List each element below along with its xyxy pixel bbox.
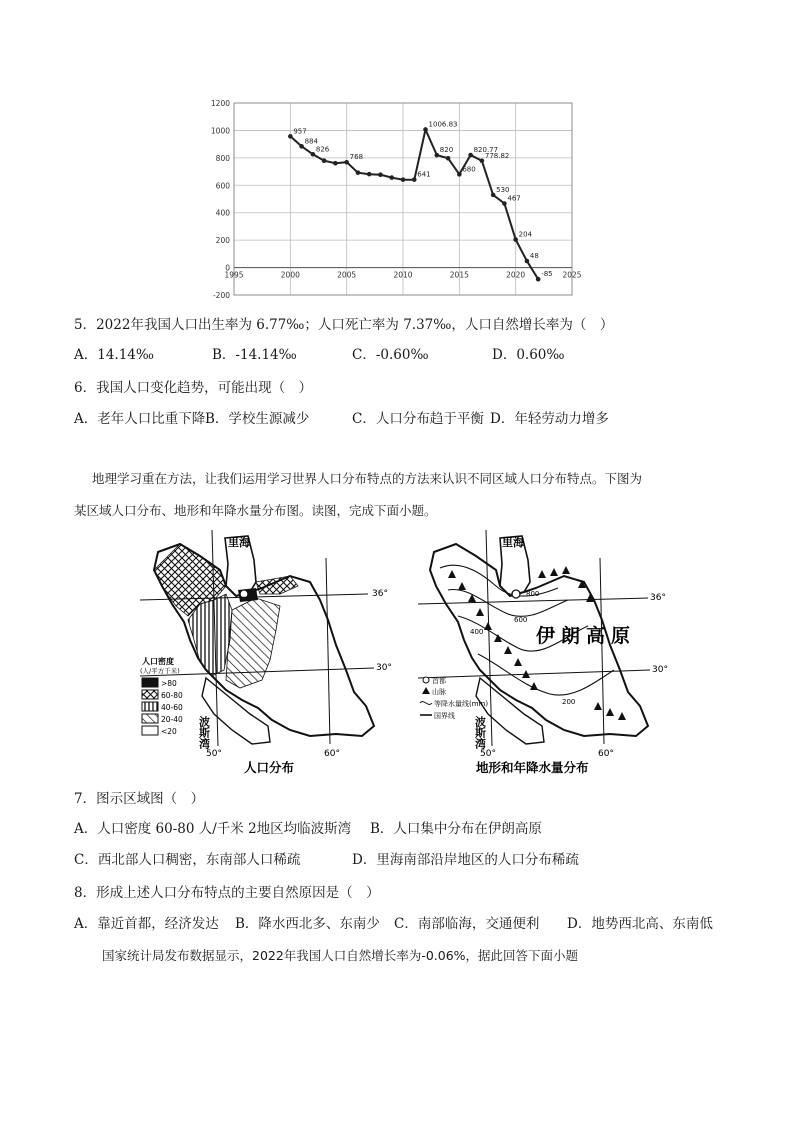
data-point	[322, 158, 327, 163]
data-label: 530	[496, 185, 510, 194]
map1-lat30: 30°	[376, 663, 392, 673]
map1-lon60: 60°	[324, 749, 340, 759]
data-point	[389, 175, 394, 180]
map2-legend-isohyet: 等降水量线(mm)	[434, 700, 489, 708]
map2-legend-border: 国界线	[434, 712, 455, 720]
question-8-option-a[interactable]: A．靠近首都，经济发达	[74, 916, 219, 932]
map2-sea-label: 里海	[502, 536, 524, 549]
data-point	[491, 193, 496, 198]
y-tick-label: 200	[215, 236, 230, 246]
population-line-chart	[200, 95, 590, 310]
data-label: 820.77	[473, 146, 499, 155]
data-label: 884	[304, 137, 318, 146]
data-point	[356, 170, 361, 175]
terrain-precipitation-map	[418, 530, 674, 778]
data-point	[513, 237, 518, 242]
map1-legend-2: 60-80	[161, 691, 183, 700]
iso-800: 800	[526, 590, 540, 598]
plateau-label: 伊朗高原	[536, 625, 637, 647]
map2-lat36: 36°	[650, 593, 666, 603]
data-point	[367, 172, 372, 177]
x-tick-label: 1995	[224, 270, 244, 280]
data-point	[401, 177, 406, 182]
data-point	[525, 259, 530, 264]
data-point	[536, 277, 541, 282]
intro-line-1: 地理学习重在方法，让我们运用学习世界人口分布特点的方法来认识不同区域人口分布特点。下图为	[92, 471, 643, 486]
map1-lon50: 50°	[206, 749, 222, 759]
data-label: 957	[293, 127, 307, 136]
iso-200: 200	[562, 698, 576, 706]
question-5-option-b[interactable]: B．-14.14‰	[212, 347, 297, 363]
data-label: 204	[518, 230, 533, 239]
y-tick-label: 600	[215, 181, 230, 191]
x-tick-label: 2015	[449, 270, 469, 280]
question-5-option-c[interactable]: C．-0.60‰	[352, 347, 429, 363]
question-7-option-b[interactable]: B．人口集中分布在伊朗高原	[370, 821, 542, 837]
x-tick-label: 2020	[506, 270, 526, 280]
map1-legend-3: 40-60	[161, 703, 183, 712]
map1-legend-5: <20	[161, 727, 177, 736]
question-8-option-b[interactable]: B．降水西北多、东南少	[235, 916, 380, 932]
data-point	[344, 160, 349, 165]
map1-title: 人口分布	[244, 760, 295, 775]
question-6-option-b[interactable]: B．学校生源减少	[205, 411, 310, 427]
map1-legend	[140, 656, 183, 736]
question-6-stem: 6．我国人口变化趋势，可能出现（ ）	[74, 380, 313, 396]
data-point	[502, 201, 507, 206]
data-label: 48	[529, 251, 539, 260]
chart-gridlines	[234, 103, 572, 295]
x-tick-label: 2025	[562, 270, 582, 280]
data-point	[435, 153, 440, 158]
map2-lon60: 60°	[598, 749, 614, 759]
question-6-option-d[interactable]: D．年轻劳动力增多	[490, 411, 609, 427]
population-distribution-map	[140, 530, 402, 778]
data-label: 778.82	[484, 151, 510, 160]
y-tick-label: 0	[225, 263, 230, 273]
intro-line-2: 某区域人口分布、地形和年降水量分布图。读图，完成下面小题。	[74, 503, 437, 518]
question-5-stem: 5．2022年我国人口出生率为 6.77‰；人口死亡率为 7.37‰，人口自然增长率为（ ）	[74, 317, 614, 333]
question-7-option-c[interactable]: C．西北部人口稠密，东南部人口稀疏	[74, 852, 301, 868]
data-point	[457, 172, 462, 177]
data-point	[333, 161, 338, 166]
iso-400: 400	[470, 628, 484, 636]
iso-600: 600	[514, 616, 528, 624]
data-label: 1006.83	[428, 120, 458, 129]
question-8-stem: 8．形成上述人口分布特点的主要自然原因是（ ）	[74, 885, 380, 901]
map2-lon50: 50°	[480, 749, 496, 759]
map2-title: 地形和年降水量分布	[476, 760, 589, 775]
data-point	[299, 144, 304, 149]
data-point	[423, 127, 428, 132]
data-label: 641	[417, 170, 431, 179]
map2-legend-mountain: 山脉	[432, 688, 446, 696]
x-tick-label: 2000	[280, 270, 300, 280]
x-tick-label: 2005	[337, 270, 357, 280]
map1-legend-unit: (人/平方千米)	[140, 667, 180, 675]
question-7-option-d[interactable]: D．里海南部沿岸地区的人口分布稀疏	[352, 852, 579, 868]
x-tick-labels	[224, 271, 581, 280]
y-tick-label: 1000	[210, 126, 230, 136]
map1-legend-4: 20-40	[161, 715, 183, 724]
y-tick-label: -200	[212, 291, 230, 300]
data-label: 768	[349, 153, 364, 162]
map1-gulf-label: 波斯湾	[197, 716, 211, 749]
data-label: 826	[315, 145, 330, 154]
map1-legend-title: 人口密度	[142, 657, 174, 666]
data-point	[378, 172, 383, 177]
question-5-option-d[interactable]: D．0.60‰	[492, 347, 565, 363]
capital-symbol-2	[512, 590, 520, 598]
footer-intro-line: 国家统计局发布数据显示，2022年我国人口自然增长率为-0.06%，据此回答下面小题	[102, 948, 579, 963]
data-point	[288, 134, 293, 139]
map2-legend-capital: 首都	[432, 677, 446, 685]
x-tick-label: 2010	[393, 270, 413, 280]
question-6-option-c[interactable]: C．人口分布趋于平衡	[352, 411, 484, 427]
data-point	[480, 158, 485, 163]
question-6-option-a[interactable]: A．老年人口比重下降	[74, 411, 206, 427]
map2-lat30: 30°	[652, 665, 668, 675]
map1-sea-label: 里海	[228, 536, 250, 549]
question-7-option-a[interactable]: A．人口密度 60-80 人/千米 2地区均临波斯湾	[74, 821, 352, 837]
question-8-option-c[interactable]: C．南部临海，交通便利	[394, 916, 540, 932]
data-point	[311, 152, 316, 157]
y-tick-label: 1200	[210, 99, 230, 108]
map1-lat36: 36°	[372, 589, 388, 599]
y-tick-label: 800	[215, 153, 230, 163]
data-label: 820	[439, 146, 454, 155]
data-point	[446, 156, 451, 161]
question-8-option-d[interactable]: D．地势西北高、东南低	[567, 916, 713, 932]
data-point	[468, 153, 473, 158]
data-label: 467	[507, 194, 521, 203]
y-tick-label: 400	[215, 208, 230, 218]
question-5-option-a[interactable]: A．14.14‰	[74, 347, 155, 363]
data-label: 680	[462, 165, 476, 174]
map1-legend-1: >80	[161, 679, 177, 688]
data-label: -85	[541, 270, 553, 279]
data-point	[412, 177, 417, 182]
question-7-stem: 7．图示区域图（ ）	[74, 791, 205, 807]
map2-gulf-label: 波斯湾	[473, 716, 487, 749]
